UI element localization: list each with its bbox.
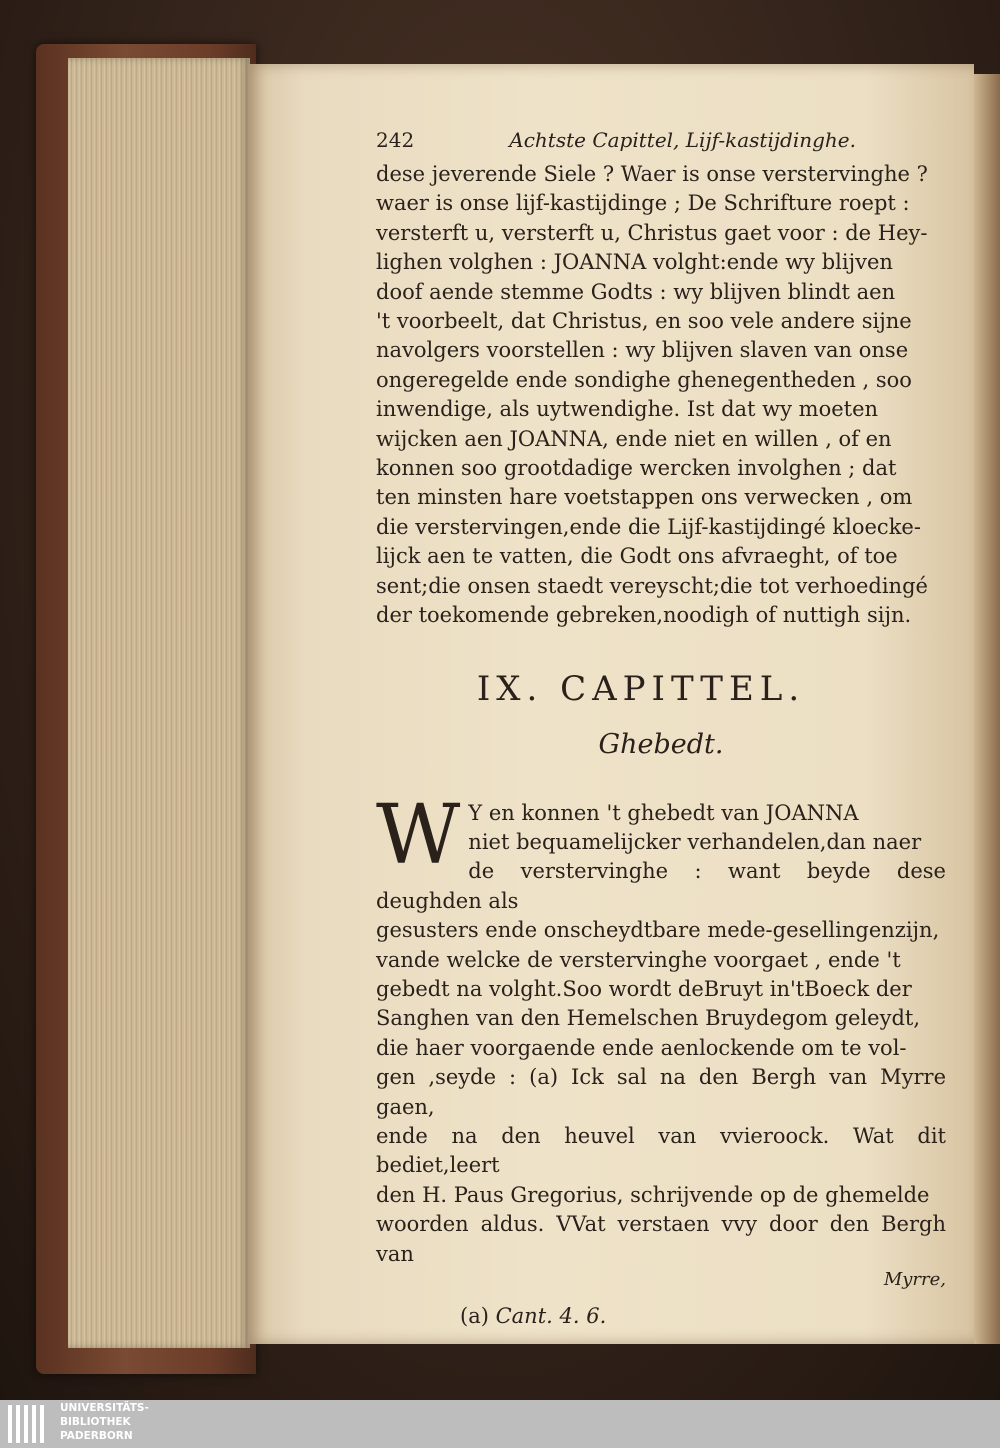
text-line: lighen volghen : JOANNA volght:ende wy blijven — [376, 250, 893, 275]
catchword: Myrre, — [883, 1269, 946, 1290]
page-edges — [68, 58, 250, 1348]
text-line: versterft u, versterft u, Christus gaet voor : de Hey- — [376, 220, 928, 245]
first-text-block — [376, 160, 946, 631]
text-line: der toekomende gebreken,noodigh of nuttigh sijn. — [376, 603, 912, 628]
facing-page-edge — [974, 74, 1000, 1344]
text-line: woorden aldus. VVat verstaen vvy door den Bergh van — [376, 1212, 946, 1266]
text-line: gesusters ende onscheydtbare mede-gesellingenzijn, — [376, 918, 940, 943]
second-text-lines — [376, 787, 946, 1270]
chapter-subheading: Ghebedt. — [598, 728, 724, 760]
text-line: dese jeverende Siele ? Waer is onse verstervinghe ? — [376, 162, 928, 186]
text-line: wijcken aen JOANNA, ende niet en willen , of en — [376, 426, 892, 451]
library-footer-bar — [0, 1400, 1000, 1448]
text-line: vande welcke de verstervinghe voorgaet , ende 't — [376, 947, 901, 972]
text-line: inwendige, als uytwendighe. Ist dat wy moeten — [376, 397, 879, 422]
text-line: gebedt na volght.Soo wordt deBruyt in'tBoeck der — [376, 976, 912, 1001]
footnote-text: Cant. 4. 6. — [495, 1304, 607, 1328]
drop-cap: W — [376, 787, 461, 883]
chapter-heading: IX. CAPITTEL. — [476, 668, 806, 709]
text-line: ongeregelde ende sondighe ghenegentheden , soo — [376, 367, 912, 392]
text-line: den H. Paus Gregorius, schrijvende op de ghemelde — [376, 1182, 930, 1207]
running-title: Achtste Capittel, Lijf-kastijdinghe. — [509, 128, 856, 152]
running-head — [376, 128, 946, 158]
text-line: ende na den heuvel van vvieroock. Wat dit bediet,leert — [376, 1123, 946, 1178]
text-line: 't voorbeelt, dat Christus, en soo vele andere sijne — [376, 309, 912, 334]
library-name — [60, 1401, 149, 1443]
footnote — [460, 1304, 946, 1328]
library-logo-icon — [6, 1401, 52, 1447]
library-name-line3: PADERBORN — [60, 1430, 133, 1442]
text-line: Sanghen van den Hemelschen Bruydegom geleydt, — [376, 1006, 921, 1031]
page-number: 242 — [376, 128, 415, 152]
text-line: sent;die onsen staedt vereyscht;die tot verhoedingé — [376, 573, 928, 598]
footnote-marker: (a) — [460, 1304, 489, 1328]
text-line: lijck aen te vatten, die Godt ons afvraeght, of toe — [376, 544, 898, 569]
text-line: navolgers voorstellen : wy blijven slaven van onse — [376, 338, 909, 363]
text-line: Y en konnen 't ghebedt van JOANNA — [468, 800, 859, 825]
text-line: doof aende stemme Godts : wy blijven blindt aen — [376, 279, 896, 304]
text-line: konnen soo grootdadige wercken involghen ; dat — [376, 456, 897, 481]
text-line: ten minsten hare voetstappen ons verwecken , om — [376, 485, 913, 510]
text-line: waer is onse lijf-kastijdinge ; De Schrifture roept : — [376, 191, 910, 216]
text-line: die haer voorgaende ende aenlockende om te vol- — [376, 1035, 907, 1060]
library-name-line2: BIBLIOTHEK — [60, 1416, 131, 1428]
text-line: niet bequamelijcker verhandelen,dan naer — [468, 829, 922, 854]
text-line: gen ,seyde : (a) Ick sal na den Bergh van Myrre gaen, — [376, 1065, 946, 1119]
library-name-line1: UNIVERSITÄTS- — [60, 1402, 149, 1414]
second-text-block — [376, 787, 946, 1270]
page-content — [376, 128, 946, 1328]
text-line: die verstervingen,ende die Lijf-kastijdingé kloecke- — [376, 514, 921, 539]
text-line: de verstervinghe : want beyde dese deughden als — [376, 859, 946, 913]
